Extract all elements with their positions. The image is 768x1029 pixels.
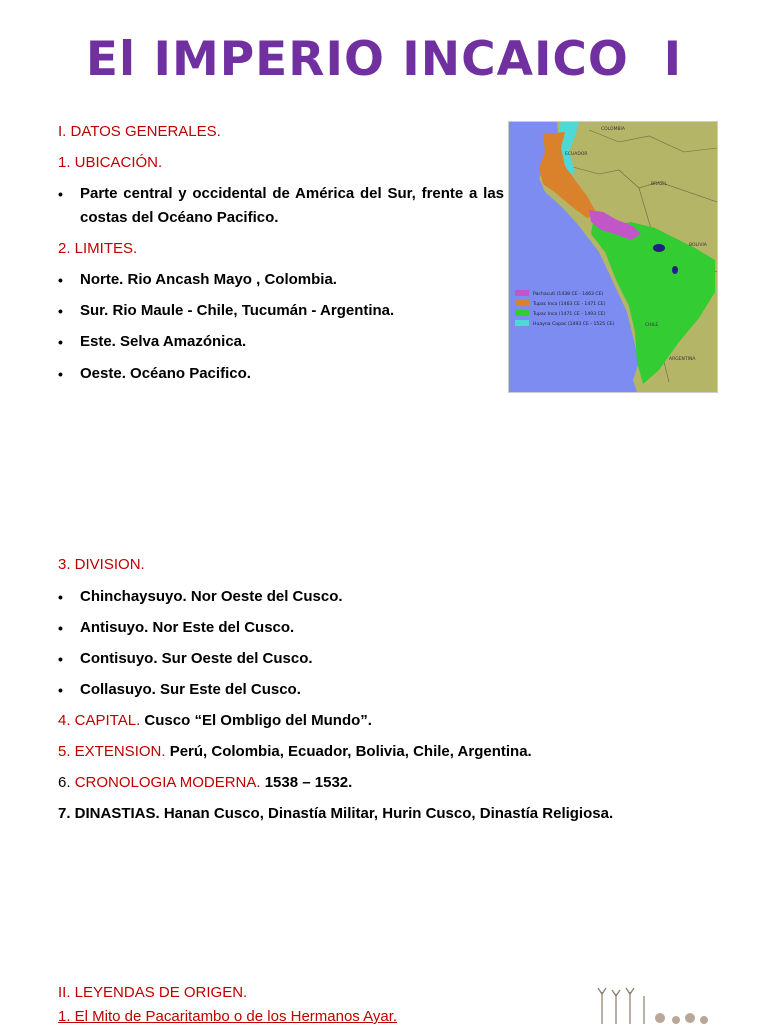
- map-label-colombia: COLOMBIA: [601, 127, 625, 132]
- map-label-argentina: ARGENTINA: [669, 357, 696, 362]
- list-item-text: Chinchaysuyo. Nor Oeste del Cusco.: [80, 588, 343, 605]
- lake-titicaca: [653, 244, 665, 252]
- bullet-icon: •: [58, 366, 63, 382]
- subheading-division: 3. DIVISION.: [58, 556, 145, 573]
- section-heading-leyendas: II. LEYENDAS DE ORIGEN.: [58, 984, 248, 1001]
- extension-value: Perú, Colombia, Ecuador, Bolivia, Chile, Argentina.: [165, 743, 532, 760]
- subheading-mito-pacaritambo: 1. El Mito de Pacaritambo o de los Hermanos Ayar.: [58, 1008, 398, 1025]
- bullet-icon: •: [58, 651, 63, 667]
- map-label-bolivia: BOLIVIA: [689, 243, 707, 248]
- capital-value: Cusco “El Ombligo del Mundo”.: [140, 712, 372, 729]
- legend-swatch-pachacuti: [515, 290, 529, 296]
- list-item-text: Este. Selva Amazónica.: [80, 333, 247, 350]
- lake-poopo: [672, 266, 678, 274]
- subheading-ubicacion: 1. UBICACIÓN.: [58, 154, 163, 171]
- list-item: [58, 585, 343, 609]
- section-heading-datos-generales: I. DATOS GENERALES.: [58, 123, 221, 140]
- list-item-text: Sur. Rio Maule - Chile, Tucumán - Argentina.: [80, 302, 395, 319]
- capital-line: [58, 709, 372, 733]
- bullet-icon: •: [58, 272, 63, 288]
- dinastias-text: 7. DINASTIAS. Hanan Cusco, Dinastía Militar, Hurin Cusco, Dinastía Religiosa.: [58, 805, 614, 822]
- map-label-chile: CHILE: [645, 323, 659, 328]
- legend-label-pachacuti: Pachacuti (1438 CE - 1463 CE): [533, 292, 604, 297]
- page-title: El IMPERIO INCAICO I: [85, 32, 683, 87]
- list-item-text: Parte central y occidental de América del Sur, frente a las costas del Océano Pacifico.: [80, 185, 504, 226]
- list-item: [58, 299, 394, 323]
- cronologia-number: 6.: [58, 774, 75, 791]
- bullet-icon: •: [58, 589, 63, 605]
- list-item: [58, 678, 301, 702]
- bullet-icon: •: [58, 186, 63, 202]
- legend-label-huayna-capac: Huayna Capac (1493 CE - 1525 CE): [533, 322, 615, 327]
- list-item-text: Collasuyo. Sur Este del Cusco.: [80, 681, 301, 698]
- list-item-text: Contisuyo. Sur Oeste del Cusco.: [80, 650, 313, 667]
- dinastias-line: [58, 802, 613, 826]
- list-item: [58, 616, 294, 640]
- subheading-limites: 2. LIMITES.: [58, 240, 138, 257]
- list-item: [58, 330, 246, 354]
- list-item-text: Antisuyo. Nor Este del Cusco.: [80, 619, 295, 636]
- bullet-icon: •: [58, 334, 63, 350]
- legend-swatch-tupac-inca-1471: [515, 310, 529, 316]
- list-item: [58, 647, 313, 671]
- legend-swatch-huayna-capac: [515, 320, 529, 326]
- figures-illustration: [590, 982, 720, 1024]
- bullet-icon: •: [58, 682, 63, 698]
- list-item: [58, 182, 504, 230]
- list-item-text: Oeste. Océano Pacifico.: [80, 365, 251, 382]
- extension-label: 5. EXTENSION.: [58, 743, 166, 760]
- bullet-icon: •: [58, 620, 63, 636]
- legend-label-tupac-inca-1463: Tupac Inca (1463 CE - 1471 CE): [533, 302, 606, 307]
- list-item: [58, 268, 337, 292]
- map-label-ecuador: ECUADOR: [565, 152, 588, 157]
- map-label-brazil: BRAZIL: [651, 182, 668, 187]
- legend-swatch-tupac-inca-1463: [515, 300, 529, 306]
- inca-empire-map: [508, 121, 718, 393]
- extension-line: [58, 740, 532, 764]
- list-item: [58, 362, 251, 386]
- cronologia-line: [58, 771, 352, 795]
- cronologia-value: 1538 – 1532.: [260, 774, 353, 791]
- legend-label-tupac-inca-1471: Tupac Inca (1471 CE - 1493 CE): [533, 312, 606, 317]
- capital-label: 4. CAPITAL.: [58, 712, 141, 729]
- list-item-text: Norte. Rio Ancash Mayo , Colombia.: [80, 271, 337, 288]
- cronologia-label: CRONOLOGIA MODERNA.: [74, 774, 261, 791]
- bullet-icon: •: [58, 303, 63, 319]
